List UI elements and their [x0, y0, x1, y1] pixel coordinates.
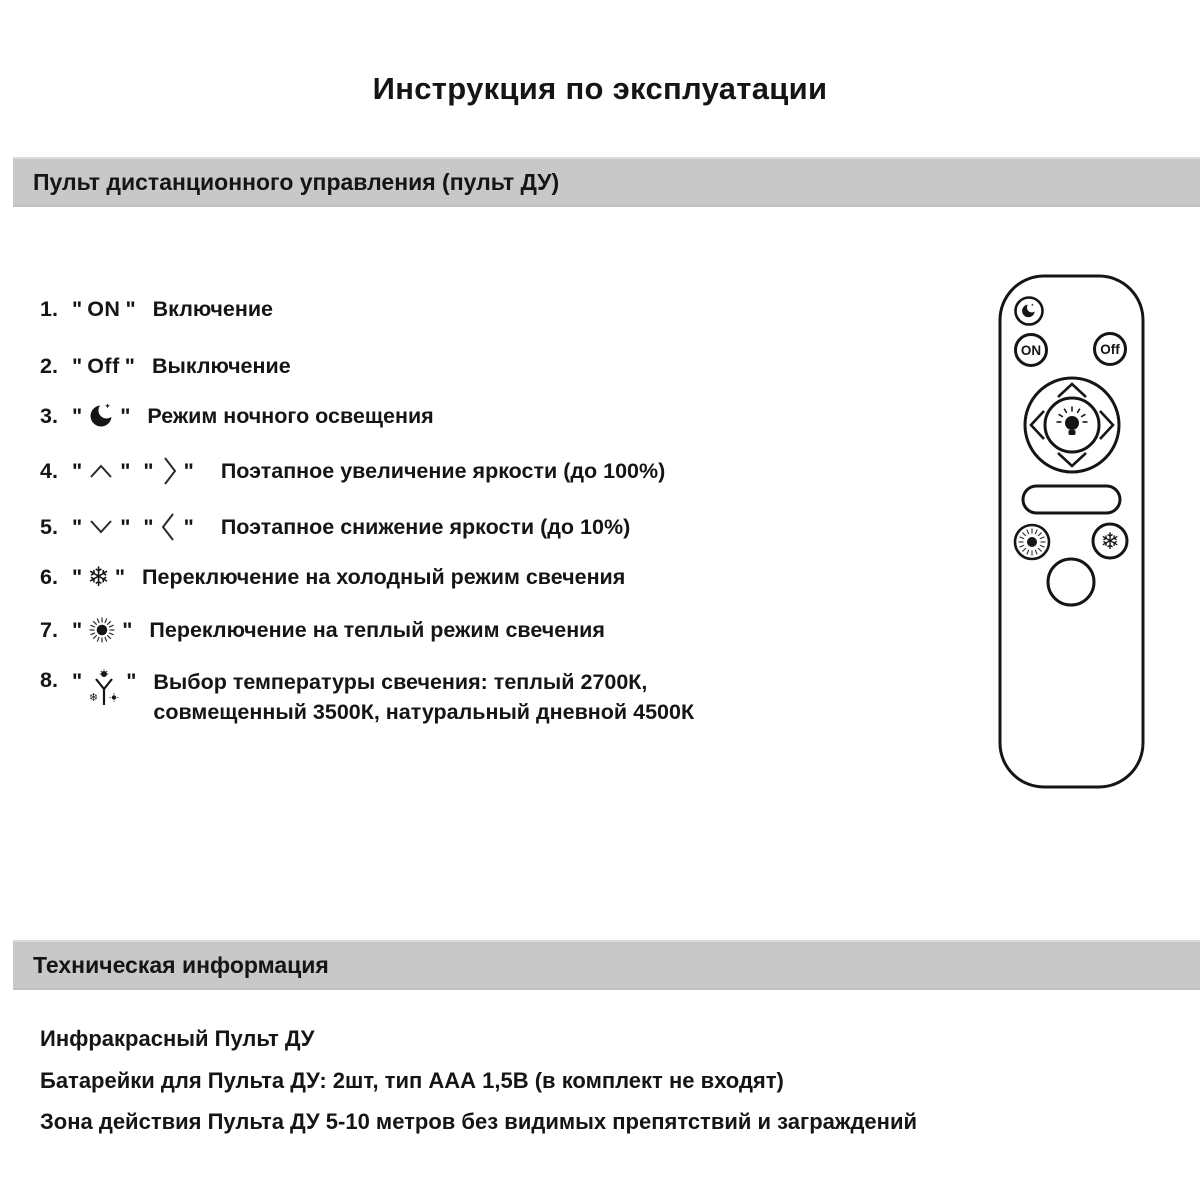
chevron-down-icon [87, 515, 115, 539]
quote-mark: " [143, 458, 154, 483]
warm-sun-icon [87, 615, 117, 645]
item-number: 3. [40, 403, 58, 428]
temperature-select-branch-icon [87, 669, 121, 709]
quote-mark: " [114, 564, 126, 589]
quote-mark: " [72, 514, 83, 539]
list-item-temperature-select [40, 668, 694, 727]
item-text: Режим ночного освещения [147, 403, 434, 428]
item-number: 6. [40, 564, 58, 589]
quote-mark: " [122, 617, 133, 642]
snowflake-icon: ❄ [87, 561, 110, 593]
list-item-cold-mode [40, 561, 625, 593]
tech-info-line: Инфракрасный Пульт ДУ [40, 1026, 315, 1051]
item-text: Переключение на холодный режим свечения [142, 564, 626, 589]
item-text-line2: совмещенный 3500К, натуральный дневной 4500К [153, 699, 695, 724]
item-number: 2. [40, 353, 58, 378]
item-text: Поэтапное увеличение яркости (до 100%) [220, 458, 666, 483]
page-title: Инструкция по эксплуатации [372, 71, 828, 106]
quote-mark: " [183, 514, 194, 539]
crescent-moon-icon [87, 402, 115, 430]
list-item-off [40, 350, 291, 382]
off-label: Off [87, 353, 120, 378]
quote-mark: " [72, 669, 83, 693]
quote-mark: " [72, 458, 83, 483]
snowflake-icon: ❄ [1100, 529, 1120, 555]
warm-sun-icon [1019, 529, 1046, 556]
section-heading-tech [13, 940, 1200, 990]
quote-mark: " [120, 514, 131, 539]
list-item-brightness-up [40, 455, 665, 487]
section-heading-tech-label: Техническая информация [33, 951, 329, 978]
item-number: 4. [40, 458, 58, 483]
remote-on-label: ON [1020, 343, 1042, 358]
list-item-warm-mode [40, 614, 605, 646]
item-number: 1. [40, 296, 58, 321]
remote-warm-mode-button [1015, 525, 1049, 559]
quote-mark: " [72, 353, 83, 378]
svg-text:❄: ❄ [89, 691, 99, 704]
tech-info-line: Батарейки для Пульта ДУ: 2шт, тип ААА 1,5В (в комплект не входят) [40, 1068, 784, 1093]
section-heading-remote-label: Пульт дистанционного управления (пульт ДУ) [33, 168, 560, 195]
tech-info-line: Зона действия Пульта ДУ 5-10 метров без видимых препятствий и заграждений [40, 1109, 918, 1134]
item-text-block [153, 668, 694, 727]
item-number: 5. [40, 514, 58, 539]
quote-mark: " [125, 296, 136, 321]
quote-mark: " [120, 403, 131, 428]
item-text: Выключение [151, 353, 291, 378]
on-label: ON [87, 296, 121, 321]
quote-mark: " [72, 564, 83, 589]
quote-mark: " [72, 617, 83, 642]
item-text-line1: Выбор температуры свечения: теплый 2700К, [153, 670, 648, 694]
quote-mark: " [183, 458, 194, 483]
remote-control-drawing [983, 262, 1161, 802]
item-number: 7. [40, 617, 58, 642]
quote-mark: " [143, 514, 154, 539]
section-heading-remote [13, 157, 1200, 207]
list-item-night-mode [40, 400, 434, 432]
list-item-brightness-down [40, 511, 630, 543]
chevron-right-icon [159, 455, 179, 487]
item-text: Поэтапное снижение яркости (до 10%) [220, 514, 631, 539]
quote-mark: " [124, 353, 135, 378]
item-number: 8. [40, 668, 58, 692]
chevron-left-icon [159, 511, 179, 543]
item-text: Переключение на теплый режим свечения [149, 617, 605, 642]
chevron-up-icon [87, 459, 115, 483]
quote-mark: " [126, 669, 137, 693]
remote-off-label: Off [1100, 342, 1120, 357]
quote-mark: " [72, 296, 83, 321]
item-text: Включение [152, 296, 274, 321]
quote-mark: " [72, 403, 83, 428]
quote-mark: " [120, 458, 131, 483]
list-item-on [40, 293, 273, 325]
